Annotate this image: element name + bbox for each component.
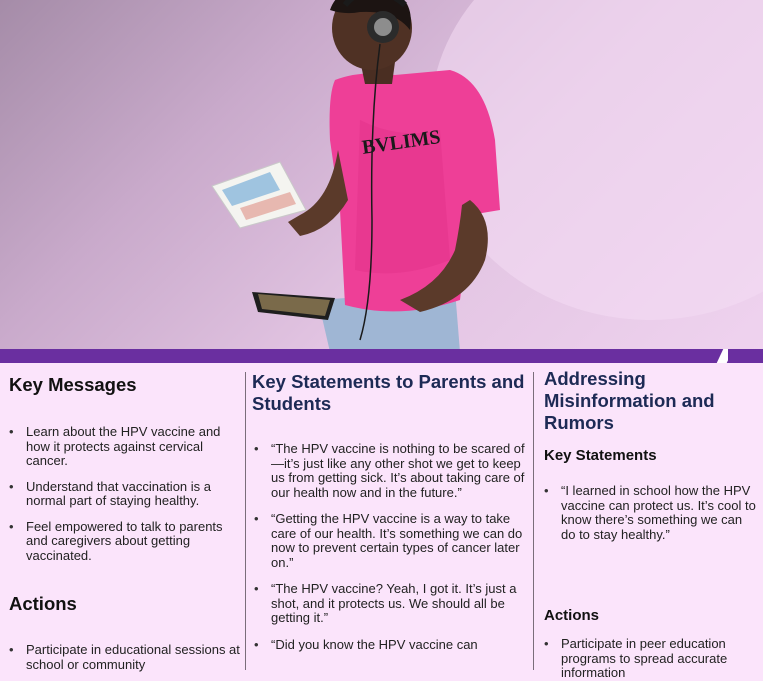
- list-item: • Participate in peer education programs to spread accurate information: [544, 637, 759, 681]
- svg-text:BVLIMS: BVLIMS: [360, 126, 442, 159]
- tablet: [252, 292, 335, 320]
- actions-title: Actions: [9, 593, 77, 614]
- header-band: [0, 349, 763, 363]
- misinformation-title: Addressing Misinformation and Rumors: [544, 368, 715, 433]
- key-messages-title: Key Messages: [9, 374, 137, 395]
- misinformation-actions-list: [544, 637, 759, 681]
- key-statements-subtitle: Key Statements: [544, 447, 657, 464]
- key-statements-list: [254, 442, 530, 652]
- list-item: • “The HPV vaccine? Yeah, I got it. It’s just a shot, and it protects us. We should all be getting it.”: [254, 582, 530, 626]
- misinformation-column: [536, 363, 763, 680]
- key-statements-title: Key Statements to Parents and Students: [252, 371, 525, 414]
- key-messages-column: [0, 363, 245, 670]
- leaflet: [212, 162, 306, 228]
- band-end: [728, 349, 763, 363]
- key-messages-list: [9, 425, 241, 563]
- list-item: • “I learned in school how the HPV vaccine can protect us. It’s cool to know there’s something we can do to stay healthy.”: [544, 484, 759, 542]
- list-item: • “The HPV vaccine is nothing to be scared of—it’s just like any other shot we get to keep us from getting sick. It’s about taking care of our health now and in the future.”: [254, 442, 530, 500]
- list-item: • Feel empowered to talk to parents and caregivers about getting vaccinated.: [9, 520, 241, 564]
- list-item: • “Did you know the HPV vaccine can: [254, 638, 530, 653]
- actions-subtitle: Actions: [544, 607, 600, 624]
- actions-list: [9, 643, 241, 672]
- column-divider: [533, 372, 534, 670]
- key-statements-column: [246, 363, 532, 670]
- list-item: • “Getting the HPV vaccine is a way to take care of our health. It’s something we can do now to prevent certain types of cancer later on.”: [254, 512, 530, 570]
- misinformation-statements-list: [544, 484, 759, 542]
- list-item: • Understand that vaccination is a normal part of staying healthy.: [9, 480, 241, 509]
- list-item: • Participate in educational sessions at school or community: [9, 643, 241, 672]
- list-item: • Learn about the HPV vaccine and how it protects against cervical cancer.: [9, 425, 241, 469]
